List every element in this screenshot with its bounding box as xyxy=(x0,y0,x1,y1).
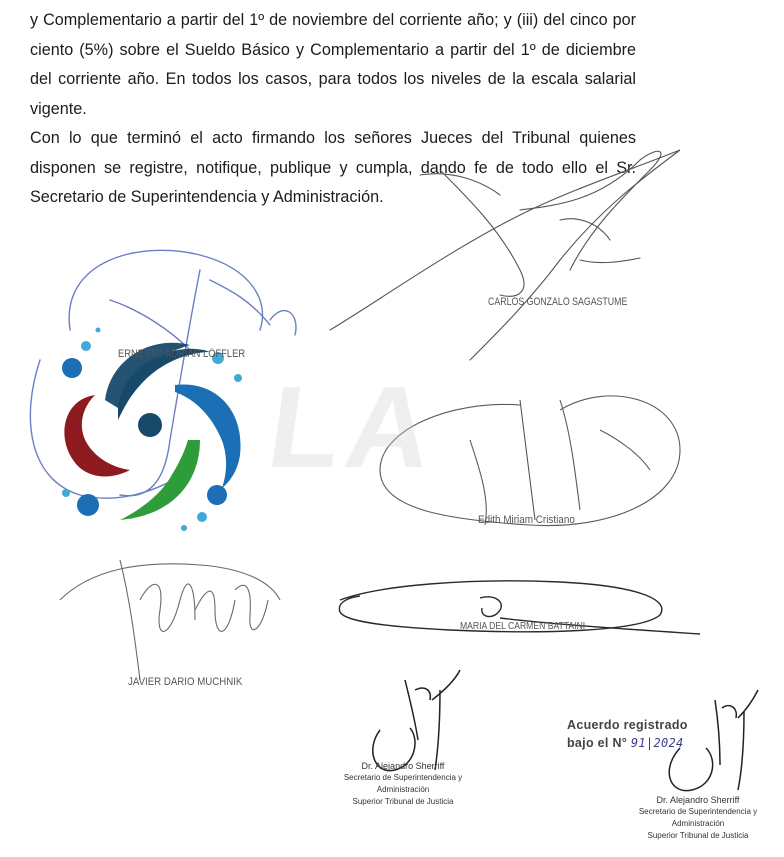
registro-block xyxy=(567,716,688,752)
stamp-left-court: Superior Tribunal de Justicia xyxy=(352,797,454,806)
caption-ernesto: ERNESTO ADRIAN LÖFFLER xyxy=(118,348,246,360)
signature-javier-scribble xyxy=(60,560,280,680)
stamp-right-court: Superior Tribunal de Justicia xyxy=(647,831,749,840)
registro-number: 91|2024 xyxy=(630,736,684,750)
signature-carlos-scribble xyxy=(330,150,680,360)
stamp-left-title: Secretario de Superintendencia y Administración xyxy=(343,773,463,794)
caption-edith: Edith Miriam Cristiano xyxy=(478,514,575,526)
registro-line2: bajo el N° xyxy=(567,736,628,750)
stamp-right-name: Dr. Alejandro Sherriff xyxy=(656,795,740,805)
caption-carlos: CARLOS GONZALO SAGASTUME xyxy=(488,296,628,308)
stamp-secretary-right xyxy=(622,794,774,842)
registro-line1: Acuerdo registrado xyxy=(567,718,688,732)
paragraph-2: Con lo que terminó el acto firmando los señores Jueces del Tribunal quienes disponen se registre, notifique, publique y cumpla, dando fe de todo ello el Sr. Secretario de Superintendencia y Administración. xyxy=(30,129,636,206)
watermark-text-decor: LA xyxy=(260,362,446,492)
paragraph-1: y Complementario a partir del 1º de noviembre del corriente año; y (iii) del cinco por ciento (5%) sobre el Sueldo Básico y Complementario a partir del 1º de diciembre del corriente año. En todos los casos, para todos los niveles de la escala salarial vigente. xyxy=(30,11,636,118)
stamp-left-name: Dr. Alejandro Sherriff xyxy=(361,761,445,771)
stamp-secretary-left xyxy=(328,760,478,808)
caption-javier: JAVIER DARIO MUCHNIK xyxy=(128,676,243,688)
stamp-right-title: Secretario de Superintendencia y Administración xyxy=(638,807,758,828)
signature-secretary-left-scribble xyxy=(373,670,460,771)
caption-maria: MARIA DEL CARMEN BATTAINI xyxy=(460,620,586,632)
